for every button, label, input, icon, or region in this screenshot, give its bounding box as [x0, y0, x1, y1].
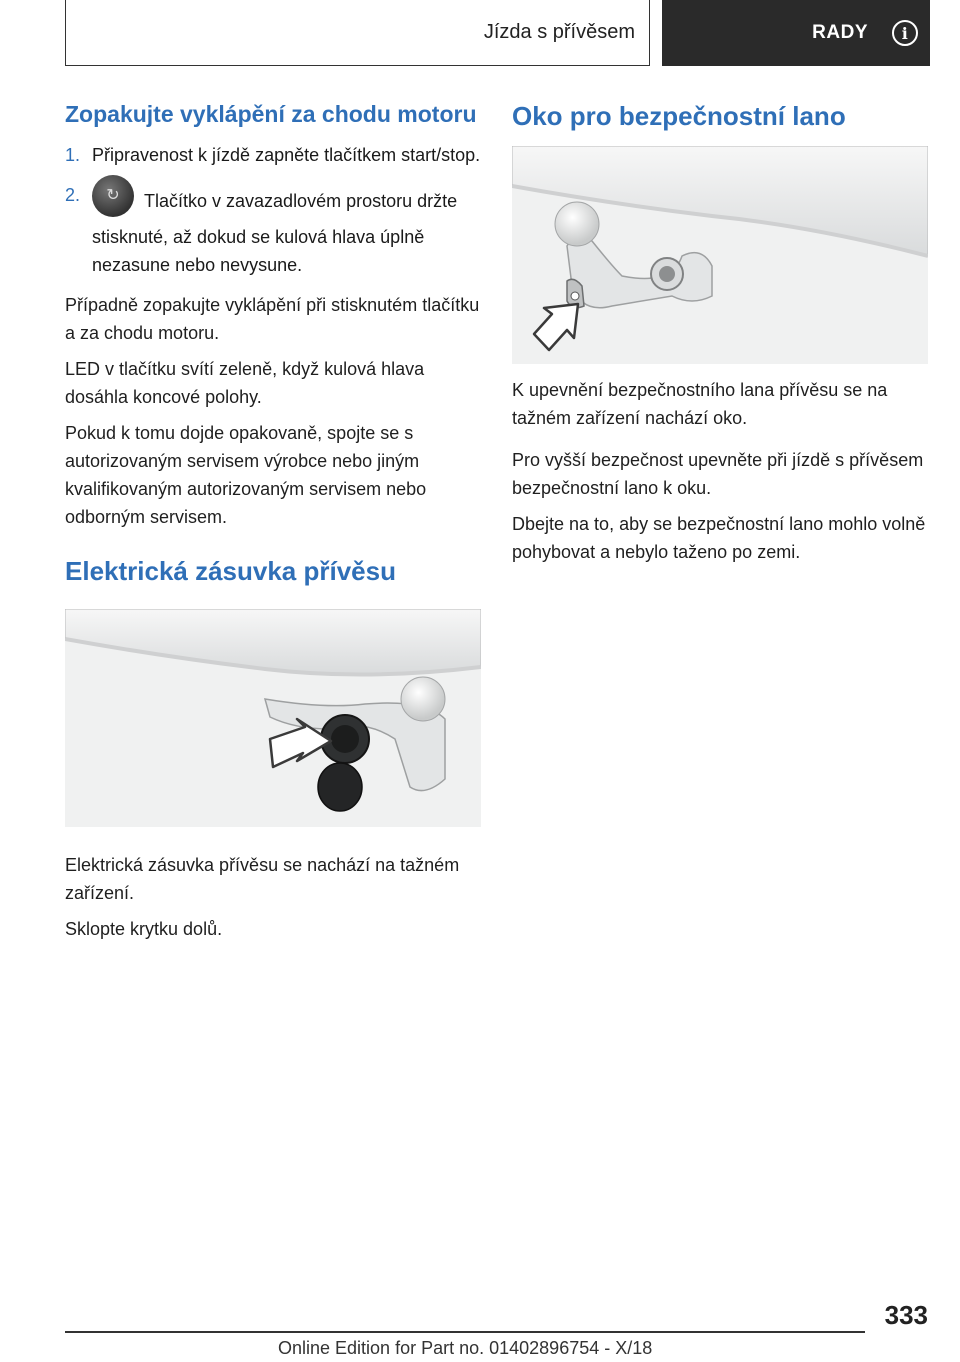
- towbar-button-icon: ↻: [92, 175, 134, 217]
- socket-cover: [318, 763, 362, 811]
- paragraph: Dbejte na to, aby se bezpečnostní lano mohlo volně pohybovat a nebylo taženo po zemi.: [512, 514, 926, 562]
- page-header: [65, 0, 930, 66]
- heading-socket: Elektrická zásuvka přívěsu: [65, 556, 396, 586]
- chapter-tab[interactable]: [662, 0, 930, 66]
- step-item: [65, 141, 481, 169]
- step-text: Tlačítko v zavazadlovém prostoru držte stisknuté, až dokud se kulová hlava úplně nezasune nebo nevysune.: [92, 190, 458, 275]
- step-body: [92, 181, 481, 279]
- step-text: Připravenost k jízdě zapněte tlačítkem start/stop.: [92, 145, 481, 165]
- footer-divider: [65, 1331, 865, 1333]
- paragraph: LED v tlačítku svítí zeleně, když kulová hlava dosáhla koncové polohy.: [65, 359, 425, 407]
- paragraph: Pro vyšší bezpečnost upevněte při jízdě s přívěsem bezpečnostní lano k oku.: [512, 450, 924, 498]
- footer-edition: Online Edition for Part no. 01402896754 - X/18: [278, 1338, 653, 1358]
- paragraph: Pokud k tomu dojde opakovaně, spojte se s autorizovaným servisem výrobce nebo jiným kvalifikovaným autorizovaným servisem nebo odborným servisem.: [65, 423, 427, 527]
- heading-safety-eye: Oko pro bezpečnostní lano: [512, 101, 846, 131]
- section-title: Jízda s přívěsem: [65, 0, 650, 66]
- socket-illustration: [65, 609, 481, 827]
- socket-figure: [65, 609, 481, 827]
- info-icon[interactable]: i: [892, 20, 918, 46]
- page-number: 333: [884, 1300, 928, 1330]
- safety-eye-figure: [512, 146, 928, 364]
- safety-eye-illustration: [512, 146, 928, 364]
- step-item: [65, 181, 481, 279]
- step-number: 2.: [65, 185, 81, 205]
- left-column: [65, 100, 481, 951]
- paragraph: K upevnění bezpečnostního lana přívěsu se na tažném zařízení nachází oko.: [512, 380, 888, 428]
- heading-repeat-swing: Zopakujte vyklápění za chodu motoru: [65, 101, 477, 127]
- right-column: [512, 100, 928, 574]
- figure-caption: Elektrická zásuvka přívěsu se nachází na tažném zařízení.: [65, 855, 460, 903]
- figure-caption: Sklopte krytku dolů.: [65, 919, 223, 939]
- paragraph: Případně zopakujte vyklápění při stisknutém tlačítku a za chodu motoru.: [65, 295, 480, 343]
- step-number: 1.: [65, 145, 81, 165]
- chapter-label: RADY: [812, 22, 868, 43]
